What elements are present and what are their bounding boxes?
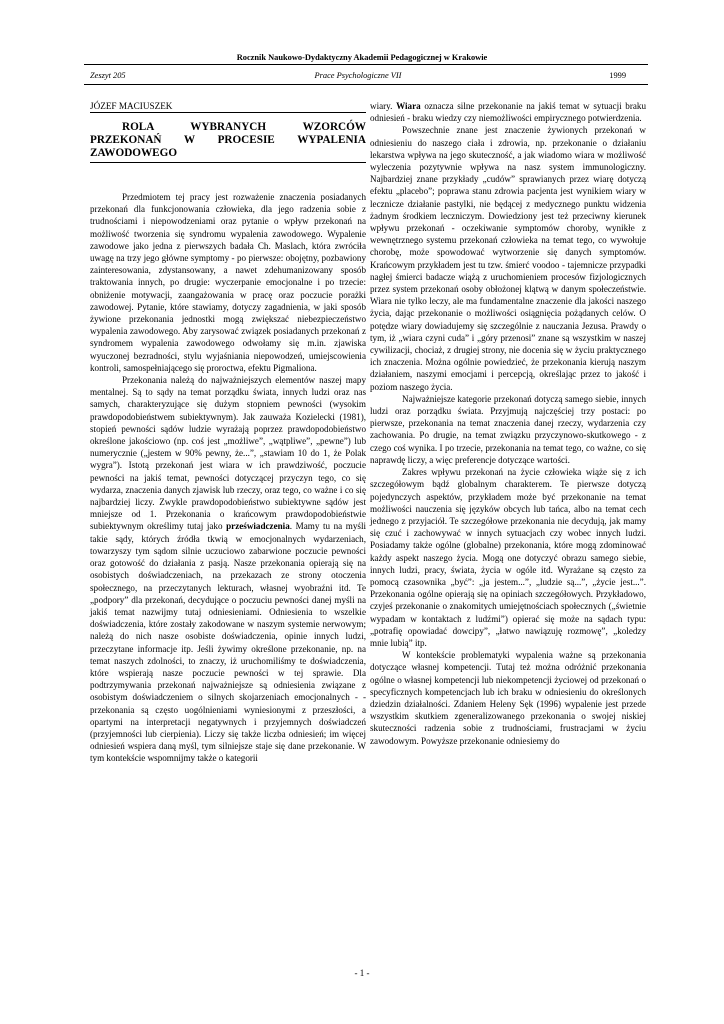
emphasis-term: przeświadczenia bbox=[226, 521, 290, 532]
header-rule-top bbox=[84, 64, 648, 65]
paragraph-text: oznacza silne przekonanie na jakiś temat w sytuacji braku odniesień - braku wiedzy czy niemożliwości empirycznego potwierdzenia. bbox=[370, 101, 647, 124]
left-column bbox=[90, 100, 366, 765]
paragraph: Powszechnie znane jest znaczenie żywionych przekonań w odniesieniu do naszego ciała i zdrowia, np. przekonanie o działaniu lekarstwa wpływa na jego skuteczność, a jak wiadomo wiara w możliwość wyleczenia pozytywnie wpływa na nasz system immunologiczny. Najbardziej znane przykłady „cudów” sprawianych przez wiarę dotyczą efektu „placebo”; poprawa stanu zdrowia pacjenta jest wynikiem wiary w lecznicze działanie pastylki, nie będącej z medycznego punktu widzenia żadnym środkiem leczniczym. Dowiedziony jest też przeciwny kierunek wpływu przekonań - oczekiwanie symptomów choroby, wynikłe z wewnętrznego systemu przekonań człowieka na temat tego, co wywołuje chorobę, może spowodować wytworzenie się danych symptomów. Krańcowym przykładem jest tu tzw. śmierć voodoo - tajemnicze przypadki nagłej śmierci badacze wiążą z uruchomieniem procesów fizjologicznych przez system przekonań osoby obłożonej klątwą w danym społeczeństwie. Wiara nie tylko leczy, ale ma fundamentalne znaczenie dla jakości naszego życia, dając przekonanie o możliwości osiągnięcia pożądanych celów. O potędze wiary dowiadujemy się szczególnie z nauczania Jezusa. Prawdy o tym, iż „wiara czyni cuda” i „góry przenosi” znane są wszystkim w naszej cywilizacji, chociaż, z drugiej strony, nie docenia się w życiu praktycznego ich znaczenia. Można ogólnie powiedzieć, że przekonania kierują naszym działaniem, naszymi emocjami i percepcją, określając przez to jakość i poziom naszego życia. bbox=[370, 125, 646, 392]
paragraph: Zakres wpływu przekonań na życie człowieka wiąże się z ich szczegółowym bądź globalnym charakterem. Te pierwsze dotyczą pojedynczych aspektów, przykładem może być przekonanie na temat możliwości nauczenia się języków obcych lub tańca, albo na temat cech jednego z przyjaciół. Te szczegółowe przekonania nie decydują, jak mamy się czuć i zachowywać w innych sytuacjach czy wobec innych ludzi. Posiadamy także ogólne (globalne) przekonania, które mogą zdominować każdy aspekt naszego życia. Mogą one dotyczyć obrazu samego siebie, innych ludzi, pracy, świata, życia w ogóle itd. Wyrażane są często za pomocą czasownika „być”: „ja jestem...”, „ludzie są...”, „życie jest...”. Przekonania ogólne opierają się na opiniach szczegółowych. Przykładowo, czyjeś przekonanie o znakomitych umiejętnościach społecznych („świetnie wypadam w kontaktach z ludźmi”) opierać się może na sądach typu: „potrafię opowiadać dowcipy”, „łatwo nawiązuję rozmowę”, „koledzy mnie lubią” itp. bbox=[370, 467, 646, 648]
series-title: Prace Psychologiczne VII bbox=[314, 71, 402, 80]
journal-name: Rocznik Naukowo-Dydaktyczny Akademii Pedagogicznej w Krakowie bbox=[236, 53, 488, 62]
header-rule-bottom bbox=[84, 84, 648, 85]
right-column bbox=[370, 100, 646, 747]
article-title: ROLA WYBRANYCH WZORCÓW PRZEKONAŃ W PROCESIE WYPALENIA ZAWODOWEGO bbox=[90, 121, 366, 159]
page-number: - 1 - bbox=[354, 968, 370, 978]
paragraph-text: wiary. bbox=[370, 101, 393, 111]
issue-number: Zeszyt 205 bbox=[90, 71, 126, 80]
paragraph bbox=[90, 374, 366, 765]
paragraph-text: . Mamy tu na myśli takie sądy, których źródła tkwią w emocjonalnych wydarzeniach, towarzyszy tym sądom silnie uczuciowo zabarwione poczucie pewności oraz gotowość do działania z pasją. Nasze przekonania opierają się na osobistych doświadczeniach, na przekazach ze strony otoczenia społecznego, na przeczytanych lekturach, własnej wyobraźni itd. Te „podpory” dla przekonań, decydujące o poczuciu pewności danej myśli na jakiś temat nazwijmy tutaj odniesieniami. Odniesienia to wszelkie doświadczenia, które zostały zakodowane w naszym systemie nerwowym; należą do nich nasze osobiste doświadczenia, opinie innych ludzi, przeczytane informacje itp. Jeśli żywimy określone przekonanie, np. na temat naszych zdolności, to znaczy, iż uruchomiliśmy te doświadczenia, które wspierają nasze poczucie pewności w tej sprawie. Dla podtrzymywania przekonań najważniejsze są odniesienia związane z osobistym doświadczeniem o silnych skojarzeniach emocjonalnych - - przekonania są często uogólnieniami wyniesionymi z przeszłości, a opartymi na interpretacji negatywnych i przyjemnych doświadczeń (przyjemności lub cierpienia). Liczy się także liczba odniesień; im więcej odniesień wspiera daną myśl, tym silniejsze staje się dane przekonanie. W tym kontekście wspomnijmy także o kategorii bbox=[90, 521, 367, 764]
paragraph bbox=[370, 100, 646, 124]
title-block bbox=[90, 112, 366, 163]
paragraph: Najważniejsze kategorie przekonań dotyczą samego siebie, innych ludzi oraz porządku świata. Przyjmują najczęściej trzy postaci: po pierwsze, przekonania na temat znaczenia danej rzeczy, wydarzenia czy zachowania. Po drugie, na temat związku przyczynowo-skutkowego - z czego coś wynika. I po trzecie, przekonania na temat tego, co ważne, co się naprawdę liczy, a więc preferencje dotyczące wartości. bbox=[370, 393, 646, 465]
author-name: JÓZEF MACIUSZEK bbox=[90, 101, 173, 111]
emphasis-term: Wiara bbox=[396, 101, 421, 111]
issue-year: 1999 bbox=[609, 71, 626, 80]
paragraph: W kontekście problematyki wypalenia ważne są przekonania dotyczące własnej kompetencji. Tutaj też można odróżnić przekonania ogólne o własnej kompetencji lub niekompetencji życiowej od przekonań o specyficznych kompetencjach lub ich braku w odniesieniu do określonych dziedzin działalności. Zdaniem Heleny Sęk (1996) wypalenie jest przede wszystkim skutkiem zgeneralizowanego przekonania o swojej niskiej skuteczności radzenia sobie z trudnościami, frustracjami w życiu zawodowym. Powyższe przekonanie odniesiemy do bbox=[370, 650, 646, 746]
paragraph-text: Przekonania należą do najważniejszych elementów naszej mapy mentalnej. Są to sądy na temat porządku świata, innych ludzi oraz nas samych, charakteryzujące się dużym stopniem pewności (wysokim prawdopodobieństwem subiektywnym). Jak zauważa Kozielecki (1981), stopień pewności sądów ludzie wyrażają poprzez prawdopodobieństwo określone jakościowo (np. coś jest „możliwe”, „wątpliwe”, „pewne”) lub numerycznie („jestem w 90% pewny, że...”, „stawiam 10 do 1, że Polak wygra”). Istotą przekonań jest wiara w ich prawdziwość, poczucie pewności na jakiś temat, pewności dotyczącej przyczyn tego, co się wydarza, znaczenia danych zjawisk lub rzeczy, oraz tego, co ważne i co się najbardziej liczy. Zwykle prawdopodobieństwo subiektywne sądów jest mniejsze od 1. Przekonania o krańcowym prawdopodobieństwie subiektywnym określimy tutaj jako bbox=[90, 375, 366, 532]
paragraph: Przedmiotem tej pracy jest rozważenie znaczenia posiadanych przekonań dla funkcjonowania człowieka, dla jego radzenia sobie z trudnościami i niepowodzeniami oraz pytanie o wpływ przekonań na możliwość tworzenia się syndromu wypalenia zawodowego. Wypalenie zawodowe jako jedna z pierwszych badała Ch. Maslach, która zwróciła uwagę na trzy jego główne symptomy - po pierwsze: obojętny, pozbawiony zainteresowania, zdystansowany, a nawet zdehumanizowany sposób traktowania innych, po drugie: wyczerpanie emocjonalne i po trzecie: obniżenie motywacji, zaangażowania w pracę oraz poczucie porażki zawodowej. Pytanie, które stawiamy, dotyczy zagadnienia, w jaki sposób żywione przekonania jednostki mogą zwiększać niebezpieczeństwo wypalenia zawodowego. Aby zarysować związek posiadanych przekonań z syndromem wypalenia zawodowego odwołamy się m.in. zjawiska wyuczonej bezradności, stylu wyjaśniania niepowodzeń, umiejscowienia kontroli, samospełniającego się proroctwa, efektu Pigmaliona. bbox=[90, 192, 366, 373]
